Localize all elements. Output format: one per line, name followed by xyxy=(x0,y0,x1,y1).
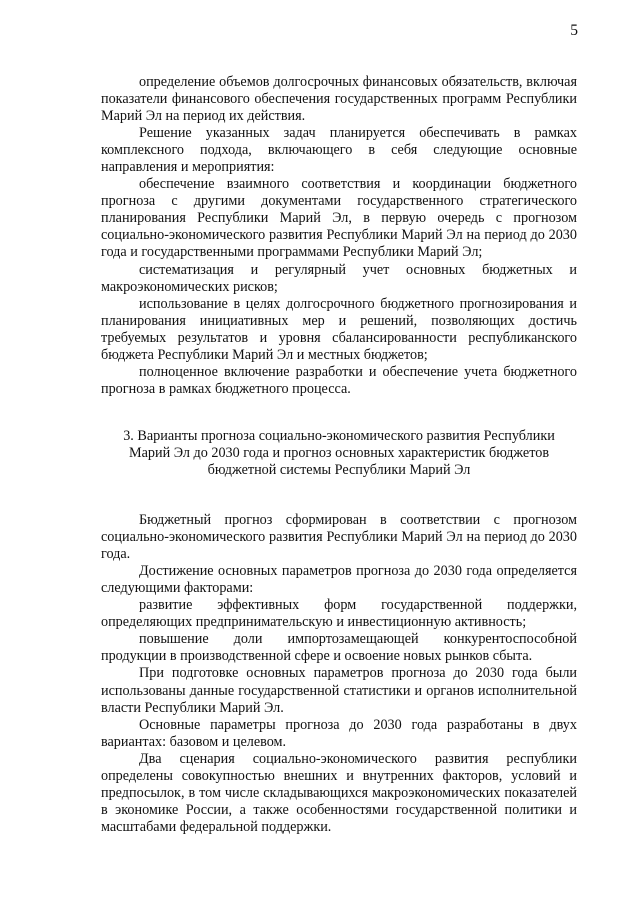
paragraph-factors-intro: Достижение основных параметров прогноза до 2030 года определяется следующими факторами: xyxy=(101,563,577,597)
paragraph-coordination: обеспечение взаимного соответствия и координации бюджетного прогноза с другими документами государственного стратегического планирования Республики Марий Эл, в первую очередь с прогнозом социально-экономического развития Республики Марий Эл на период до 2030 года и государственными программами Республики Марий Эл; xyxy=(101,176,577,261)
paragraph-statistics-data: При подготовке основных параметров прогноза до 2030 года были использованы данные государственной статистики и органов исполнительной власти Республики Марий Эл. xyxy=(101,665,577,716)
paragraph-risk-accounting: систематизация и регулярный учет основных бюджетных и макроэкономических рисков; xyxy=(101,261,577,295)
paragraph-import-substitution: повышение доли импортозамещающей конкурентоспособной продукции в производственной сфере и освоение новых рынков сбыта. xyxy=(101,631,577,665)
paragraph-financial-obligations: определение объемов долгосрочных финансовых обязательств, включая показатели финансового обеспечения государственных программ Республики Марий Эл на период их действия. xyxy=(101,74,577,125)
paragraph-solution-approach: Решение указанных задач планируется обеспечивать в рамках комплексного подхода, включающего в себя следующие основные направления и мероприятия: xyxy=(101,125,577,176)
document-body xyxy=(101,74,577,836)
paragraph-state-support: развитие эффективных форм государственной поддержки, определяющих предпринимательскую и инвестиционную активность; xyxy=(101,597,577,631)
paragraph-budget-process: полноценное включение разработки и обеспечение учета бюджетного прогноза в рамках бюджетного процесса. xyxy=(101,363,577,397)
page-number: 5 xyxy=(570,22,578,39)
paragraph-initiatives: использование в целях долгосрочного бюджетного прогнозирования и планирования инициативных мер и решений, позволяющих достичь требуемых результатов и уровня сбалансированности республиканского бюджета Республики Марий Эл и местных бюджетов; xyxy=(101,295,577,363)
paragraph-two-scenarios: Два сценария социально-экономического развития республики определены совокупностью внешних и внутренних факторов, условий и предпосылок, в том числе складывающихся макроэкономических показателей в экономике России, а также особенностями государственной политики и масштабами федеральной поддержки. xyxy=(101,750,577,835)
section-title: 3. Варианты прогноза социально-экономического развития Республики Марий Эл до 2030 года и прогноз основных характеристик бюджетов бюджетной системы Республики Марий Эл xyxy=(123,427,555,478)
paragraph-forecast-basis: Бюджетный прогноз сформирован в соответствии с прогнозом социально-экономического развития Республики Марий Эл на период до 2030 года. xyxy=(101,512,577,563)
paragraph-two-variants: Основные параметры прогноза до 2030 года разработаны в двух вариантах: базовом и целевом. xyxy=(101,716,577,750)
